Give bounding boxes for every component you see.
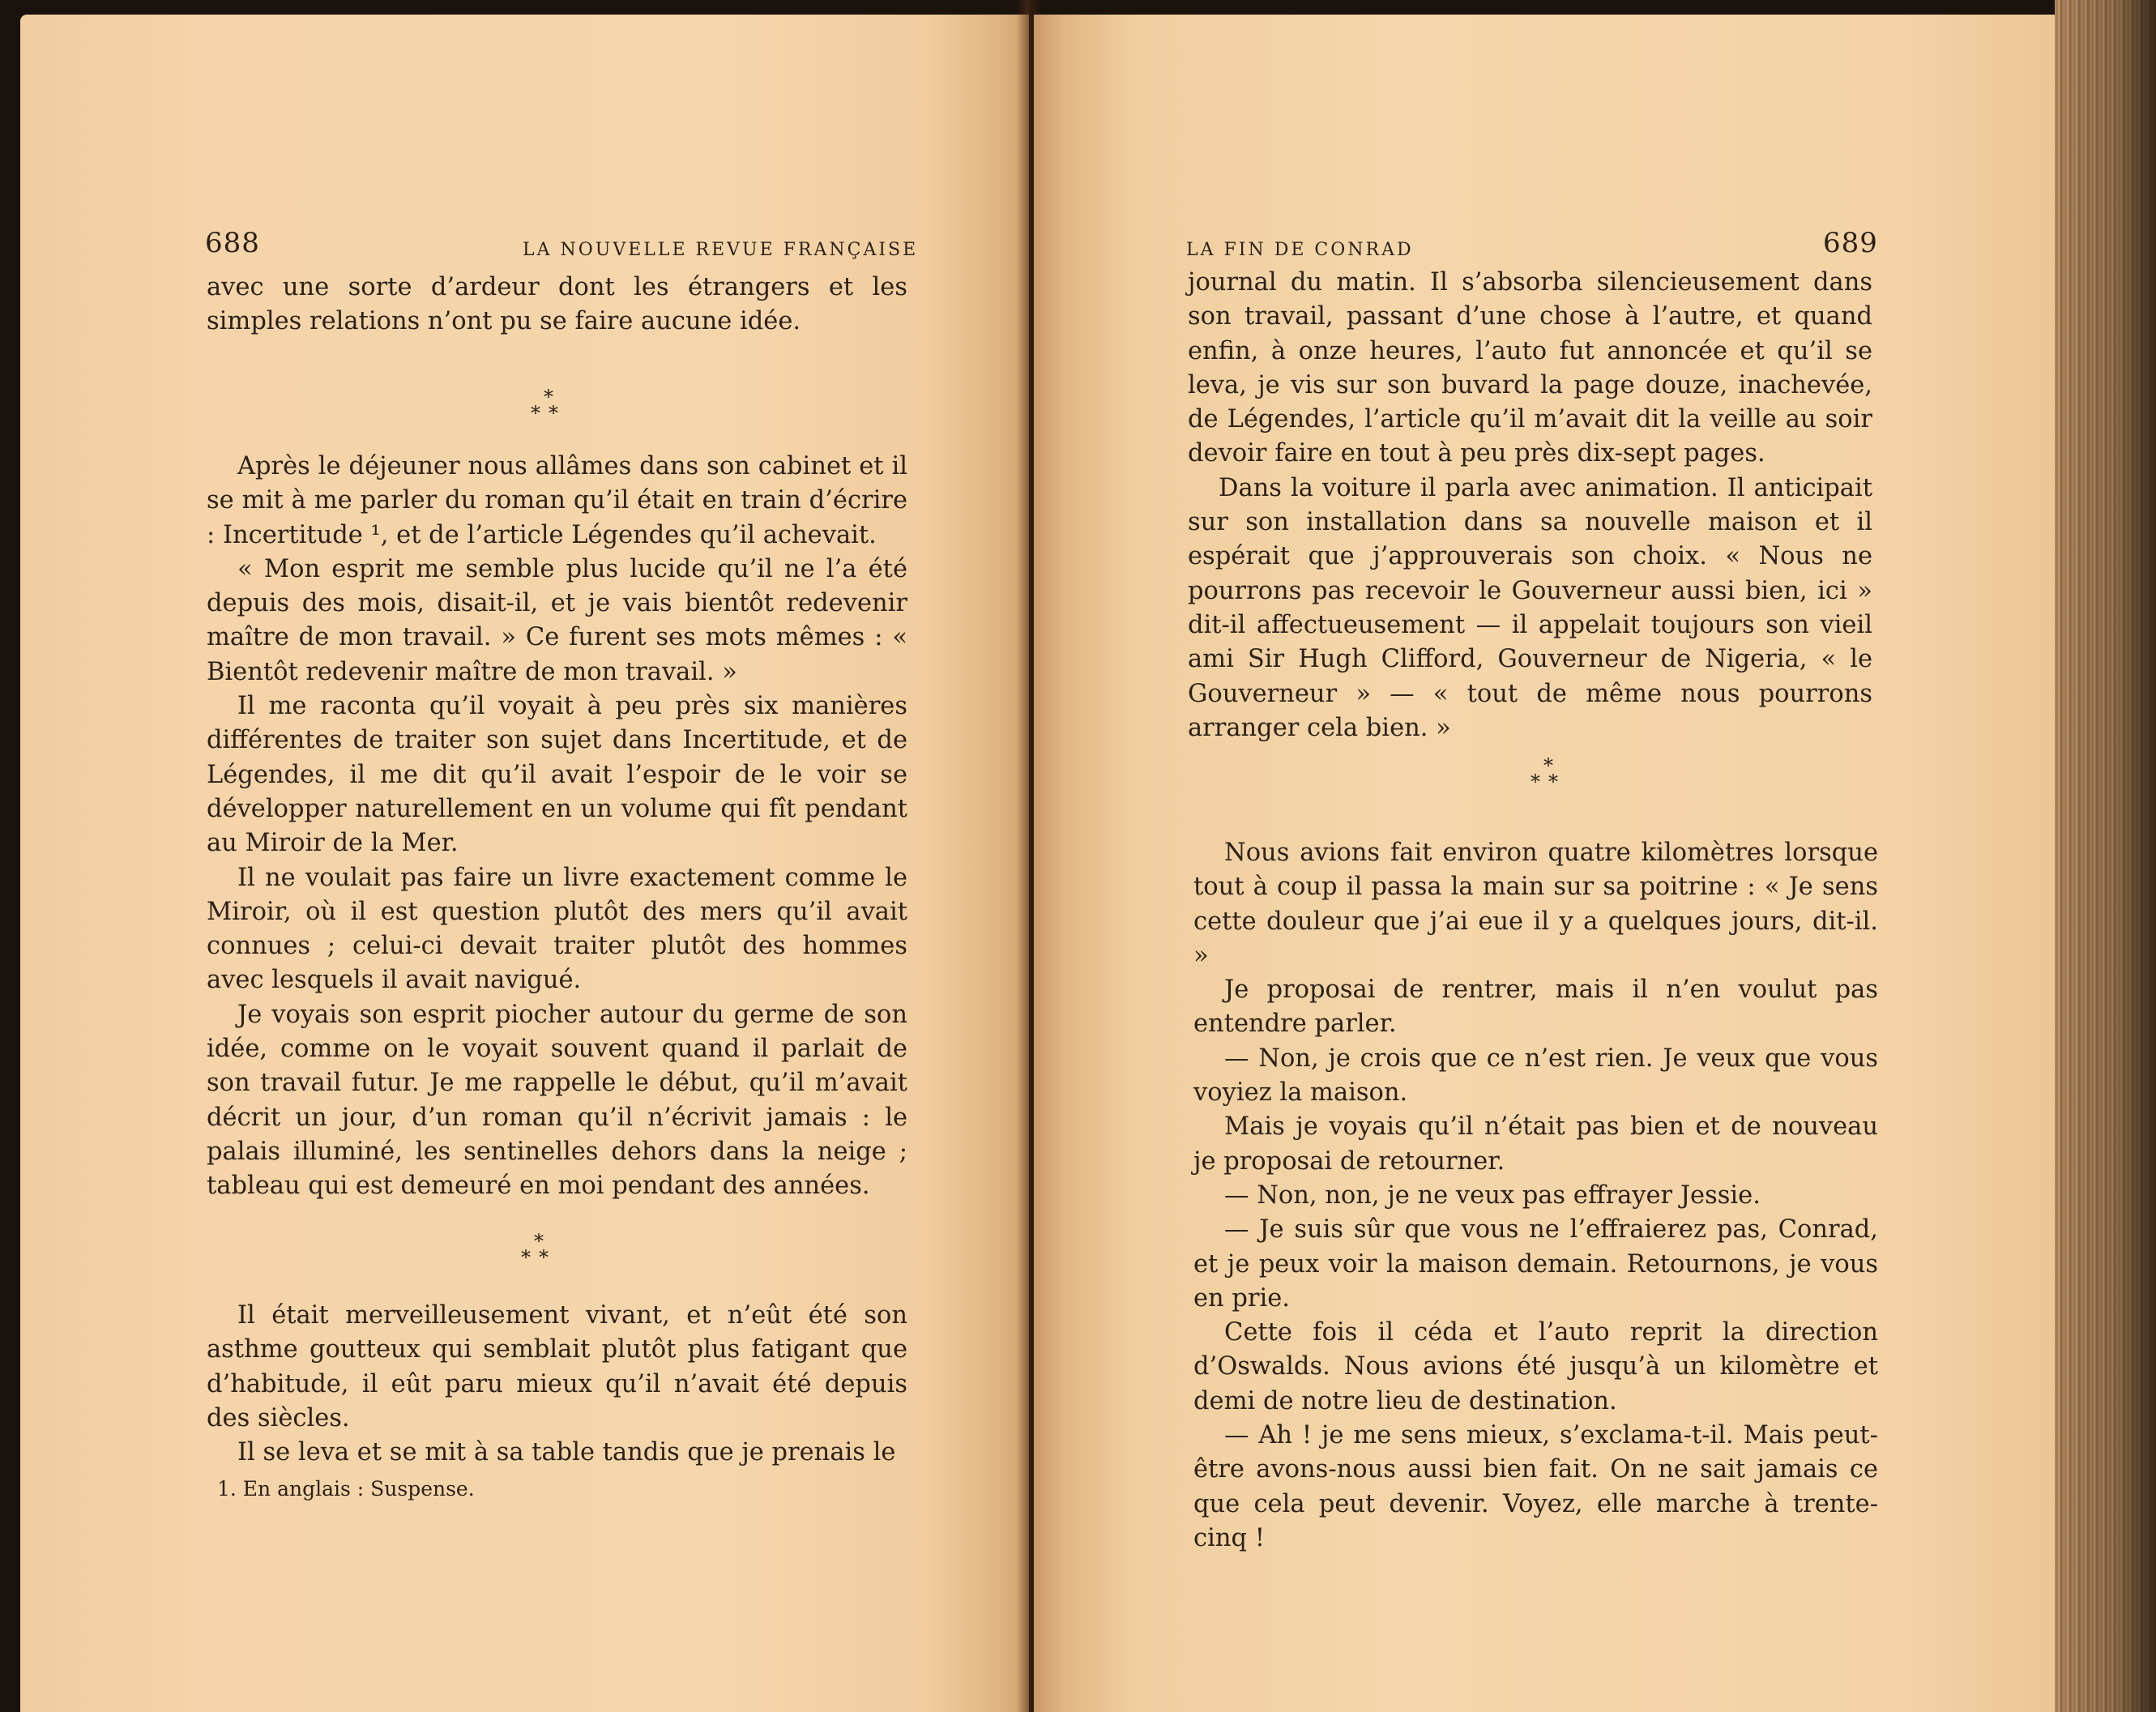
right-text-section-1 (1188, 266, 1872, 745)
asterism-divider: * ** (531, 386, 566, 425)
right-folio: 689 (1823, 227, 1878, 259)
paragraph: — Non, je crois que ce n’est rien. Je veux que vous voyiez la maison. (1193, 1044, 1878, 1108)
paragraph: Mais je voyais qu’il n’était pas bien et de nouveau je proposai de retourner. (1193, 1112, 1878, 1176)
right-text-section-2 (1193, 836, 1878, 1556)
left-text-section-2 (207, 450, 907, 1204)
paragraph: Après le déjeuner nous allâmes dans son cabinet et il se mit à me parler du roman qu’il était en train d’écrire : Incertitude ¹, et de l’article Légendes qu’il achevait. (207, 452, 907, 549)
right-running-head: LA FIN DE CONRAD (1186, 240, 1414, 260)
paragraph: — Ah ! je me sens mieux, s’exclama-t-il. Mais peut-être avons-nous aussi bien fait. On ne sait jamais ce que cela peut devenir. Voyez, elle marche à trente-cinq ! (1193, 1421, 1878, 1552)
paragraph: — Je suis sûr que vous ne l’effraierez pas, Conrad, et je peux voir la maison demain. Retournons, je vous en prie. (1193, 1215, 1878, 1313)
paragraph: journal du matin. Il s’absorba silencieusement dans son travail, passant d’une chose à l’autre, et quand enfin, à onze heures, l’auto fut annoncée et qu’il se leva, je vis sur son buvard la page douze, inachevée, de Légendes, l’article qu’il m’avait dit la veille au soir devoir faire en tout à peu près dix-sept pages. (1188, 268, 1872, 468)
paragraph: Je voyais son esprit piocher autour du germe de son idée, comme on le voyait souvent quand il parlait de son travail futur. Je me rappelle le début, qu’il m’avait décrit un jour, d’un roman qu’il n’écrivit jamais : le palais illuminé, les sentinelles dehors dans la neige ; tableau qui est demeuré en moi pendant des années. (207, 1000, 907, 1201)
left-text-section-3 (207, 1299, 907, 1470)
paragraph: Je proposai de rentrer, mais il n’en voulut pas entendre parler. (1193, 976, 1878, 1039)
paragraph: — Non, non, je ne veux pas effrayer Jessie. (1224, 1180, 1761, 1210)
paragraph: Cette fois il céda et l’auto reprit la direction d’Oswalds. Nous avions été jusqu’à un kilomètre et demi de notre lieu de destination. (1193, 1318, 1878, 1415)
asterism-divider: * ** (1531, 754, 1566, 793)
paragraph: Il était merveilleusement vivant, et n’eût été son asthme goutteux qui semblait plutôt plus fatigant que d’habitude, il eût paru mieux qu’il n’avait été depuis des siècles. (207, 1301, 907, 1432)
asterism-divider: * ** (521, 1230, 557, 1269)
left-page (20, 15, 1029, 1712)
paragraph: « Mon esprit me semble plus lucide qu’il ne l’a été depuis des mois, disait-il, et je vais bientôt redevenir maître de mon travail. » Ce furent ses mots mêmes : « Bientôt redevenir maître de mon travail. » (207, 554, 907, 686)
left-running-head: LA NOUVELLE REVUE FRANÇAISE (523, 240, 919, 260)
paragraph: Dans la voiture il parla avec animation. Il anticipait sur son installation dans sa nouvelle maison et il espérait que j’approuverais son choix. « Nous ne pourrons pas recevoir le Gouverneur aussi bien, ici » dit-il affectueusement — il appelait toujours son vieil ami Sir Hugh Clifford, Gouverneur de Nigeria, « le Gouverneur » — « tout de même nous pourrons arranger cela bien. » (1188, 473, 1872, 742)
stacked-page-edges (2055, 0, 2156, 1712)
paragraph: Il se leva et se mit à sa table tandis que je prenais le (237, 1438, 896, 1467)
paragraph: Il me raconta qu’il voyait à peu près six manières différentes de traiter son sujet dans Incertitude, et de Légendes, il me dit qu’il avait l’espoir de le voir se développer naturellement en un volume qui fît pendant au Miroir de la Mer. (207, 692, 907, 858)
left-folio: 688 (205, 227, 260, 259)
right-page (1034, 15, 2055, 1712)
left-text-opening (207, 271, 907, 339)
paragraph: Il ne voulait pas faire un livre exactement comme le Miroir, où il est question plutôt des mers qu’il avait connues ; celui-ci devait traiter plutôt des hommes avec lesquels il avait navigué. (207, 863, 907, 995)
footnote: 1. En anglais : Suspense. (217, 1477, 475, 1501)
paragraph: Nous avions fait environ quatre kilomètres lorsque tout à coup il passa la main sur sa poitrine : « Je sens cette douleur que j’ai eue il y a quelques jours, dit-il. » (1193, 839, 1878, 970)
paragraph: avec une sorte d’ardeur dont les étrangers et les simples relations n’ont pu se faire aucune idée. (207, 273, 907, 336)
